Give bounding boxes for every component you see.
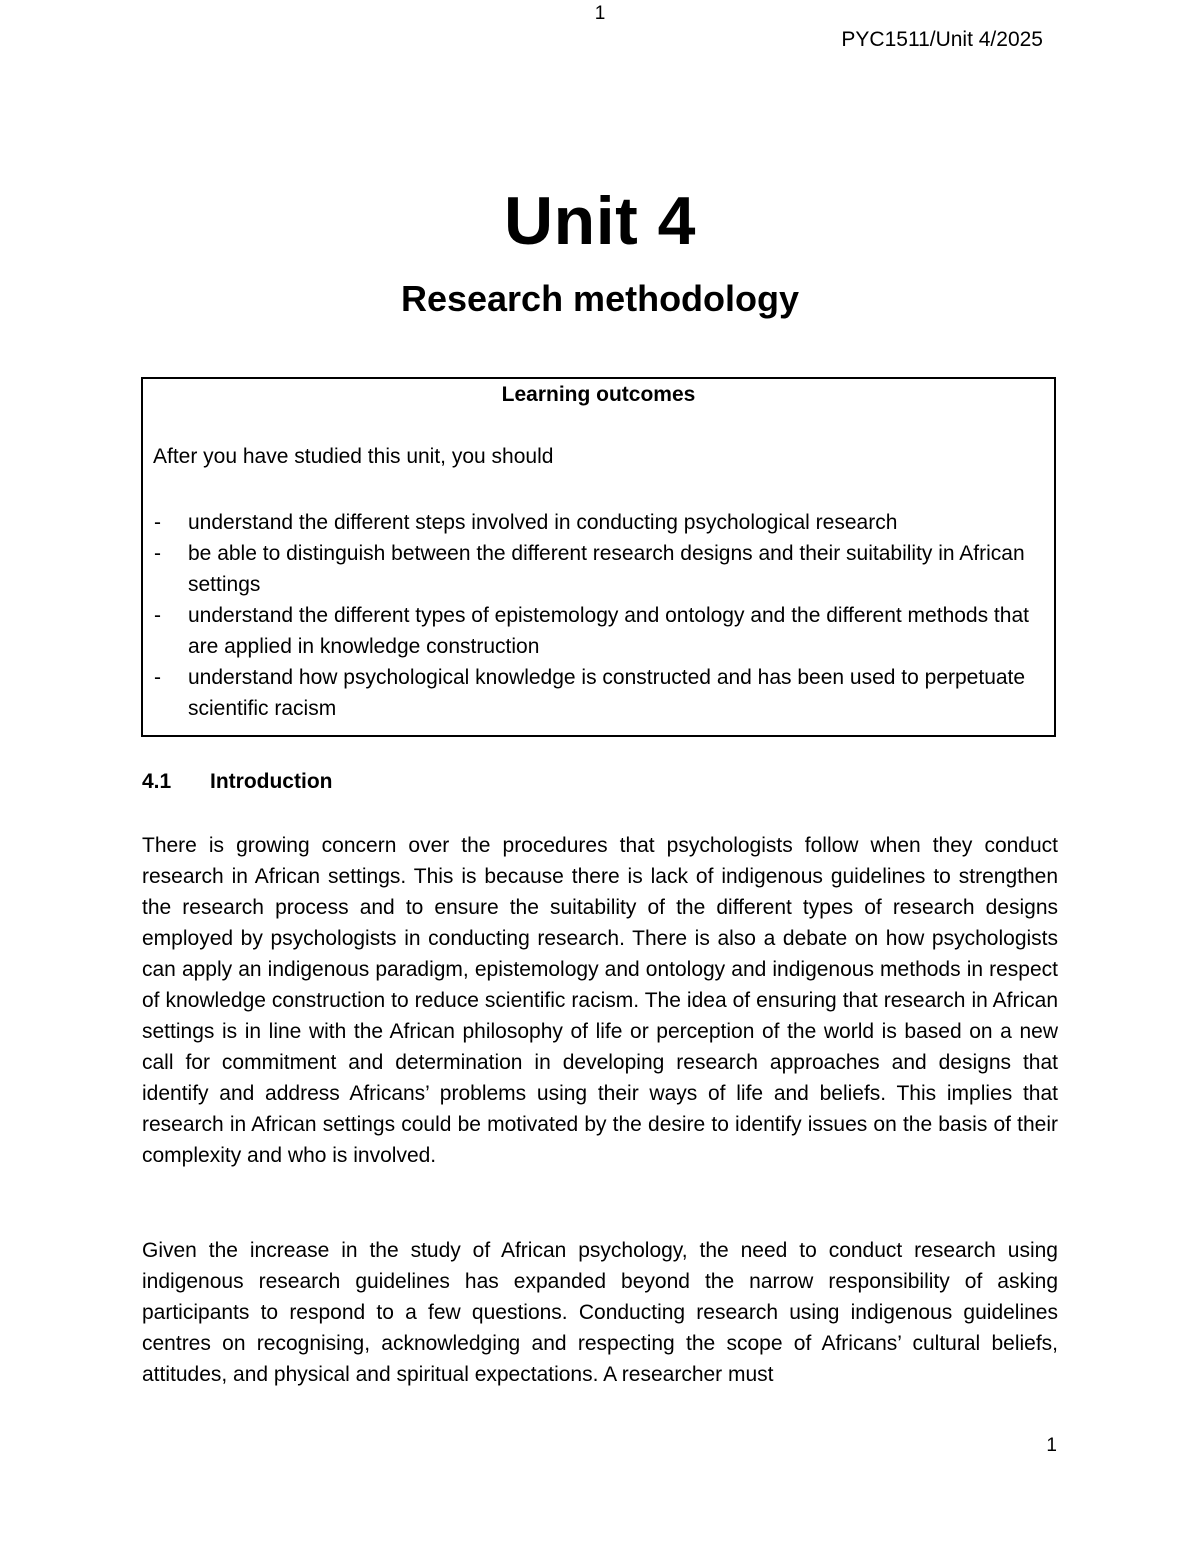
footer-page-number: 1 bbox=[1046, 1435, 1057, 1456]
unit-subtitle: Research methodology bbox=[400, 278, 800, 319]
learning-outcome-text: be able to distinguish between the different research designs and their suitability in African settings bbox=[188, 542, 1025, 596]
bullet-dash: - bbox=[154, 511, 161, 534]
learning-outcomes-list bbox=[143, 507, 1054, 724]
learning-outcome-item bbox=[143, 507, 1054, 538]
learning-outcome-text: understand the different types of epistemology and ontology and the different methods that are applied in knowledge construction bbox=[188, 604, 1029, 658]
learning-outcome-item bbox=[143, 600, 1054, 662]
body-paragraph: Given the increase in the study of African psychology, the need to conduct research using indigenous research guidelines has expanded beyond the narrow responsibility of asking participants to respond to a few questions. Conducting research using indigenous guidelines centres on recognising, acknowledging and respecting the scope of Africans’ cultural beliefs, attitudes, and physical and spiritual expectations. A researcher must bbox=[142, 1239, 1058, 1386]
learning-outcome-item bbox=[143, 538, 1054, 600]
bullet-dash: - bbox=[154, 542, 161, 565]
viewer-page-number: 1 bbox=[594, 3, 606, 24]
document-code: PYC1511/Unit 4/2025 bbox=[841, 28, 1043, 51]
unit-title: Unit 4 bbox=[504, 183, 696, 259]
learning-outcomes-box bbox=[141, 377, 1056, 737]
section-title: Introduction bbox=[210, 770, 333, 793]
learning-outcomes-intro: After you have studied this unit, you should bbox=[153, 445, 554, 468]
learning-outcome-text: understand the different steps involved in conducting psychological research bbox=[188, 511, 898, 534]
learning-outcome-text: understand how psychological knowledge is constructed and has been used to perpetuate scientific racism bbox=[188, 666, 1026, 720]
learning-outcomes-heading: Learning outcomes bbox=[501, 383, 696, 406]
bullet-dash: - bbox=[154, 604, 161, 627]
learning-outcome-item bbox=[143, 662, 1054, 724]
bullet-dash: - bbox=[154, 666, 161, 689]
body-paragraph: There is growing concern over the procedures that psychologists follow when they conduct research in African settings. This is because there is lack of indigenous guidelines to strengthen the research process and to ensure the suitability of the different types of research designs employed by psychologists in conducting research. There is also a debate on how psychologists can apply an indigenous paradigm, epistemology and ontology and indigenous methods in respect of knowledge construction to reduce scientific racism. The idea of ensuring that research in African settings is in line with the African philosophy of life or perception of the world is based on a new call for commitment and determination in developing research approaches and designs that identify and address Africans’ problems using their ways of life and beliefs. This implies that research in African settings could be motivated by the desire to identify issues on the basis of their complexity and who is involved. bbox=[142, 834, 1058, 1167]
section-number: 4.1 bbox=[142, 770, 172, 793]
section-heading bbox=[142, 770, 333, 794]
